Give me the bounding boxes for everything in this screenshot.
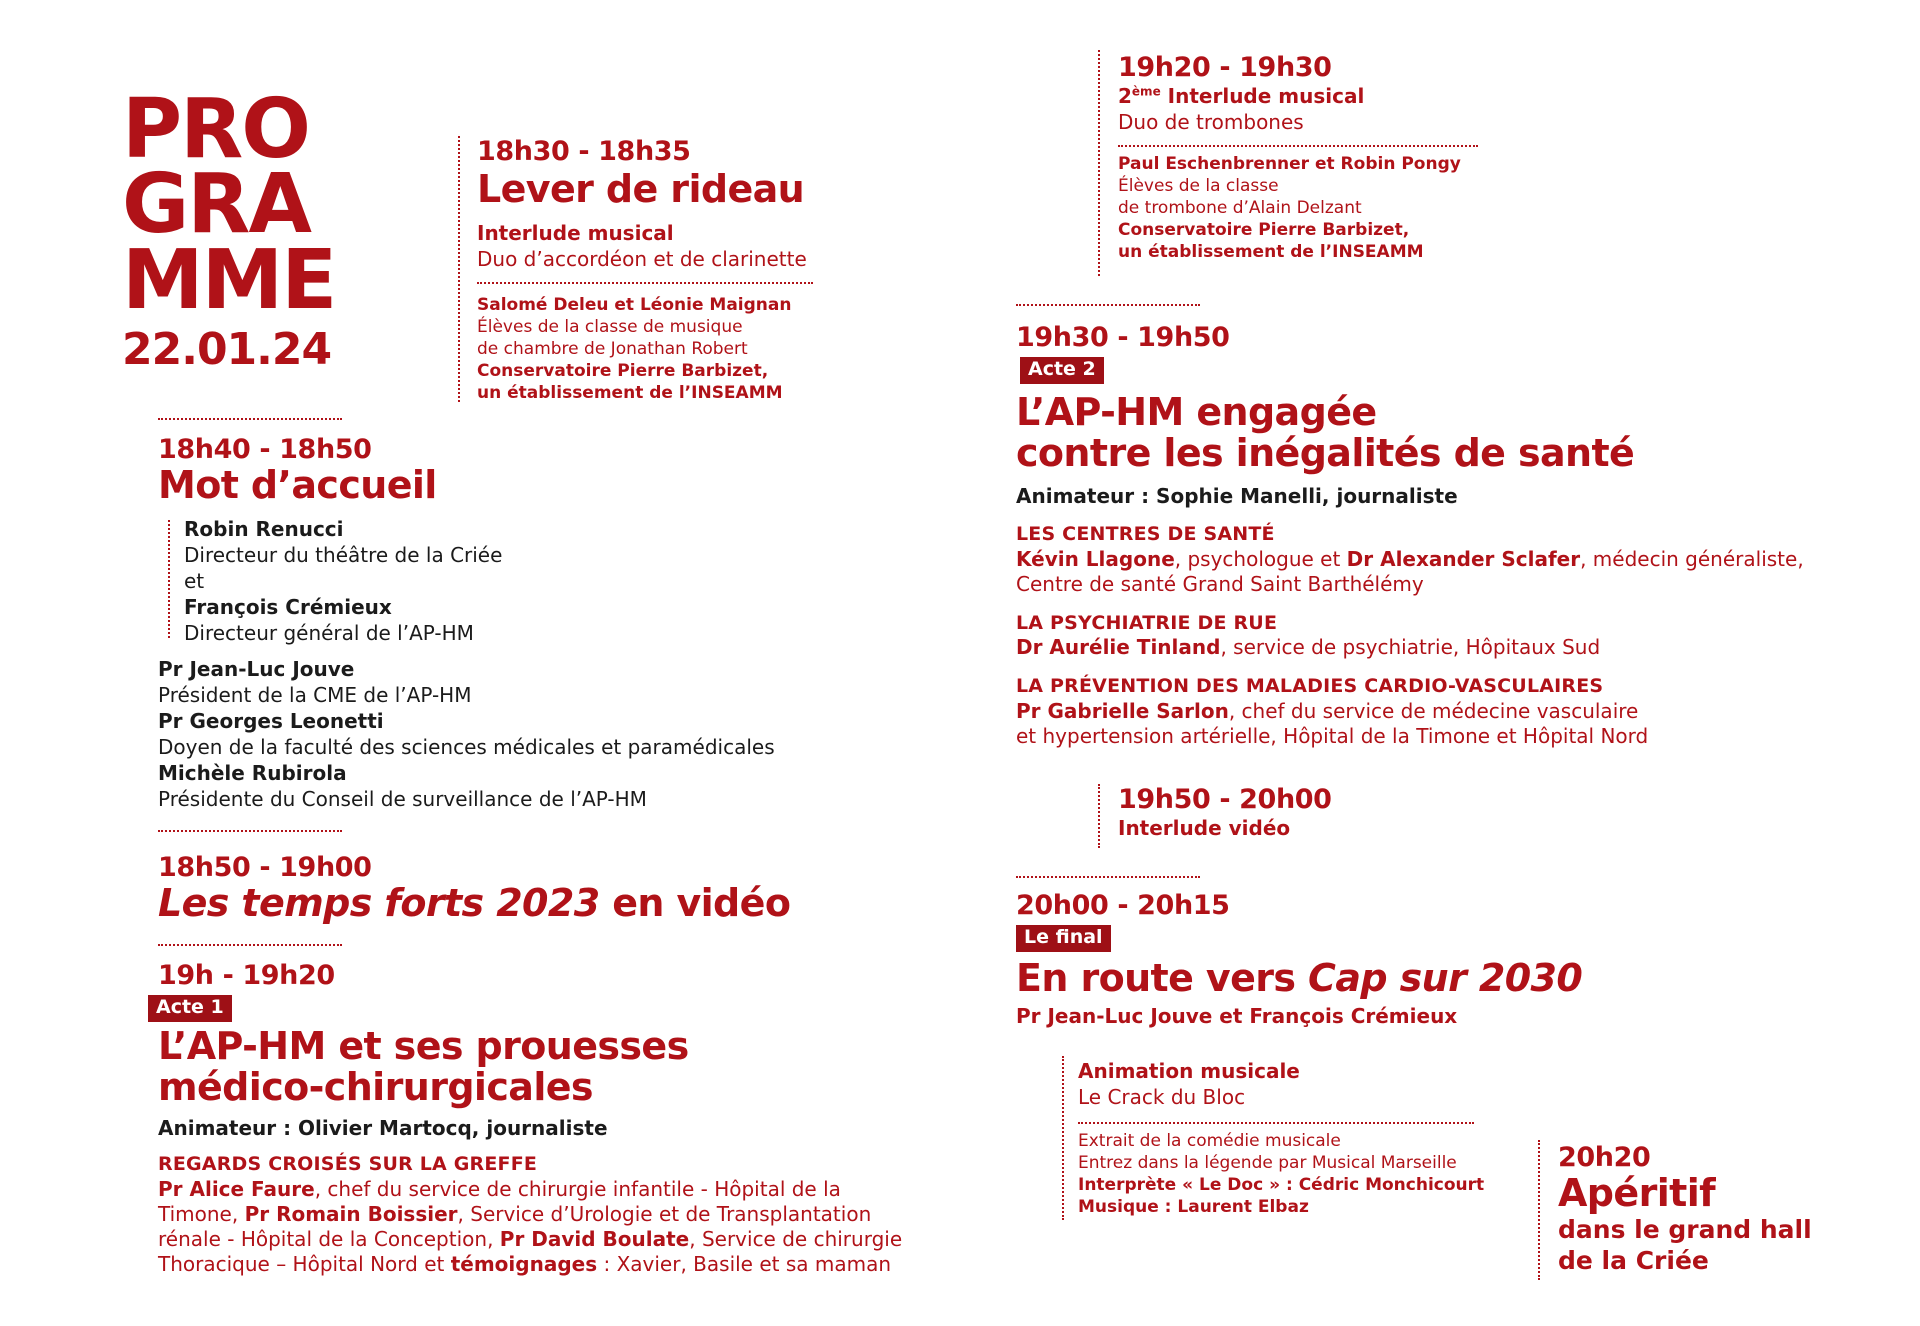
- final-musique: Musique : Laurent Elbaz: [1078, 1197, 1309, 1218]
- host-2-role: Directeur général de l’AP-HM: [184, 621, 474, 645]
- lever-heading: Lever de rideau: [477, 167, 805, 212]
- interlude-2-conservatoire: Conservatoire Pierre Barbizet,: [1118, 220, 1410, 241]
- divider-horizontal: [1118, 145, 1478, 147]
- participant-role: , psychologue et: [1174, 546, 1347, 571]
- temps-forts-heading-rest: en vidéo: [599, 881, 791, 926]
- lever-sub: Interlude musical: [477, 221, 674, 246]
- acte-1-line-3: [158, 1227, 928, 1252]
- divider-vertical: [168, 520, 170, 638]
- host-1-name: Robin Renucci: [184, 517, 344, 541]
- interlude-2-label: Interlude musical: [1160, 84, 1365, 109]
- divider-horizontal: [158, 944, 342, 946]
- acte-1-animateur: Animateur : Olivier Martocq, journaliste: [158, 1115, 608, 1140]
- lever-de-rideau-block: [477, 136, 807, 405]
- section-2-line-1: [1016, 635, 1804, 660]
- acte-2-section-2: LA PSYCHIATRIE DE RUE: [1016, 611, 1278, 634]
- interlude-2-performers: Paul Eschenbrenner et Robin Pongy: [1118, 154, 1461, 175]
- participant-role: , médecin généraliste,: [1580, 546, 1804, 571]
- temps-forts-time: 18h50 - 19h00: [158, 852, 372, 883]
- acte-2-tag: Acte 2: [1020, 357, 1104, 384]
- accueil-hosts: [184, 516, 502, 646]
- title-line-2: GRA: [122, 157, 310, 253]
- participant-name: Pr Romain Boissier: [244, 1201, 458, 1226]
- speaker-name: Pr Jean-Luc Jouve: [158, 657, 355, 681]
- acte-1-time: 19h - 19h20: [158, 960, 335, 991]
- divider-horizontal: [477, 282, 813, 284]
- participant-role: , chef du service de chirurgie infantile - Hôpital de la: [314, 1176, 841, 1201]
- acte-2-section-1-text: [1016, 547, 1804, 597]
- interlude-2-block: [1118, 52, 1461, 264]
- lever-time: 18h30 - 18h35: [477, 136, 691, 167]
- temps-forts-heading: [158, 883, 790, 924]
- acte-1-line-1: [158, 1177, 928, 1202]
- acte-1-tag: Acte 1: [148, 995, 232, 1022]
- lever-conservatoire: Conservatoire Pierre Barbizet,: [477, 361, 769, 382]
- participant-role: , Service de chirurgie: [689, 1226, 903, 1251]
- divider-vertical: [1062, 1056, 1064, 1220]
- final-heading-plain: En route vers: [1016, 955, 1309, 1000]
- acte-2-block: [1016, 322, 1804, 749]
- title-line-3: MME: [122, 232, 336, 328]
- mot-accueil-block: [158, 434, 437, 506]
- divider-vertical: [1098, 50, 1100, 276]
- divider-horizontal: [1016, 876, 1200, 878]
- acte-2-section-2-text: [1016, 635, 1804, 660]
- temps-forts-block: [158, 852, 790, 924]
- acte-2-time: 19h30 - 19h50: [1016, 322, 1230, 353]
- participant-name: Pr David Boulate: [499, 1226, 690, 1251]
- acte-1-section: REGARDS CROISÉS SUR LA GREFFE: [158, 1152, 538, 1175]
- accueil-time: 18h40 - 18h50: [158, 434, 372, 465]
- divider-horizontal: [1078, 1122, 1474, 1124]
- interlude-2-sup: ème: [1131, 84, 1161, 99]
- final-tag: Le final: [1016, 925, 1111, 952]
- acte-1-para: [158, 1177, 928, 1277]
- acte-1-tag-wrap: [148, 995, 928, 1022]
- acte-1-heading-1: L’AP-HM et ses prouesses: [158, 1023, 689, 1068]
- final-anim-title: Animation musicale: [1078, 1059, 1300, 1083]
- interlude-video-time: 19h50 - 20h00: [1118, 784, 1332, 815]
- participant-name: Pr Alice Faure: [158, 1176, 315, 1201]
- accueil-heading: Mot d’accueil: [158, 463, 437, 508]
- participant-role: Timone,: [158, 1201, 245, 1226]
- programme-title: [122, 82, 336, 376]
- divider-vertical: [1538, 1140, 1540, 1280]
- lever-class-2: de chambre de Jonathan Robert: [477, 339, 748, 360]
- interlude-2-time: 19h20 - 19h30: [1118, 52, 1332, 83]
- section-3-line-2: et hypertension artérielle, Hôpital de la Timone et Hôpital Nord: [1016, 723, 1649, 748]
- acte-2-heading-1: L’AP-HM engagée: [1016, 389, 1377, 434]
- acte-2-section-3: LA PRÉVENTION DES MALADIES CARDIO-VASCULAIRES: [1016, 675, 1604, 698]
- speaker-name: Pr Georges Leonetti: [158, 709, 384, 733]
- final-extrait-1: Extrait de la comédie musicale: [1078, 1131, 1341, 1151]
- final-block: [1016, 890, 1582, 1029]
- participant-name: Kévin Llagone: [1016, 546, 1175, 571]
- acte-1-heading-2: médico-chirurgicales: [158, 1064, 593, 1109]
- participant-role: Thoracique – Hôpital Nord et: [158, 1251, 451, 1276]
- programme-date: 22.01.24: [122, 324, 332, 376]
- aperitif-line-1: dans le grand hall: [1558, 1215, 1812, 1245]
- final-time: 20h00 - 20h15: [1016, 890, 1230, 921]
- interlude-video-block: [1118, 784, 1332, 841]
- participant-name: Dr Alexander Sclafer: [1346, 546, 1581, 571]
- aperitif-block: [1558, 1142, 1812, 1277]
- acte-2-tag-wrap: [1020, 357, 1804, 384]
- speaker-role: Présidente du Conseil de surveillance de l’AP-HM: [158, 787, 647, 811]
- participant-name: Dr Aurélie Tinland: [1016, 635, 1221, 660]
- host-2-name: François Crémieux: [184, 595, 392, 619]
- section-1-line-2: Centre de santé Grand Saint Barthélémy: [1016, 571, 1424, 596]
- participant-name: Pr Gabrielle Sarlon: [1016, 698, 1229, 723]
- acte-2-animateur: Animateur : Sophie Manelli, journaliste: [1016, 483, 1458, 508]
- lever-etablissement: un établissement de l’INSEAMM: [477, 383, 783, 404]
- acte-1-content: [148, 1023, 928, 1277]
- final-animation: [1078, 1058, 1484, 1218]
- divider-horizontal: [158, 418, 342, 420]
- speaker-role: Doyen de la faculté des sciences médicales et paramédicales: [158, 735, 775, 759]
- lever-performers: Salomé Deleu et Léonie Maignan: [477, 295, 792, 316]
- participant-name: témoignages: [450, 1251, 598, 1276]
- acte-2-section-3-text: [1016, 699, 1804, 749]
- title-line-1: PRO: [122, 82, 309, 177]
- divider-vertical: [1098, 784, 1100, 848]
- aperitif-line-2: de la Criée: [1558, 1246, 1709, 1276]
- speaker-role: Président de la CME de l’AP-HM: [158, 683, 472, 707]
- interlude-video-label: Interlude vidéo: [1118, 816, 1291, 841]
- accueil-speakers: [158, 656, 775, 812]
- section-3-line-1: [1016, 699, 1804, 724]
- final-heading: [1016, 955, 1583, 1000]
- participant-role: : Xavier, Basile et sa maman: [597, 1251, 892, 1276]
- aperitif-time: 20h20: [1558, 1142, 1651, 1173]
- acte-1-line-2: [158, 1202, 928, 1227]
- interlude-2-class-1: Élèves de la classe: [1118, 176, 1279, 197]
- aperitif-heading: Apéritif: [1558, 1171, 1716, 1216]
- lever-class-1: Élèves de la classe de musique: [477, 317, 743, 338]
- final-speakers: Pr Jean-Luc Jouve et François Crémieux: [1016, 1003, 1458, 1028]
- speaker-name: Michèle Rubirola: [158, 761, 347, 785]
- final-tag-wrap: [1016, 925, 1582, 952]
- interlude-2-num: 2: [1118, 84, 1132, 109]
- final-extrait-2: Entrez dans la légende par Musical Marseille: [1078, 1153, 1457, 1174]
- section-1-line-1: [1016, 547, 1804, 572]
- divider-vertical: [458, 136, 460, 402]
- interlude-2-desc: Duo de trombones: [1118, 110, 1304, 135]
- divider-horizontal: [1016, 304, 1200, 306]
- interlude-2-class-2: de trombone d’Alain Delzant: [1118, 198, 1362, 219]
- interlude-2-title: [1118, 83, 1461, 109]
- final-heading-italic: Cap sur 2030: [1308, 955, 1583, 1000]
- host-1-role: Directeur du théâtre de la Criée: [184, 543, 503, 567]
- final-interprete: Interprète « Le Doc » : Cédric Monchicourt: [1078, 1175, 1485, 1196]
- lever-desc: Duo d’accordéon et de clarinette: [477, 247, 807, 272]
- participant-role: , chef du service de médecine vasculaire: [1228, 698, 1639, 723]
- host-conjunction: et: [184, 569, 205, 593]
- acte-2-heading-2: contre les inégalités de santé: [1016, 430, 1635, 475]
- participant-role: , Service d’Urologie et de Transplantation: [457, 1201, 872, 1226]
- final-anim-name: Le Crack du Bloc: [1078, 1085, 1246, 1109]
- participant-role: , service de psychiatrie, Hôpitaux Sud: [1220, 635, 1601, 660]
- acte-1-line-4: [158, 1252, 928, 1277]
- participant-role: rénale - Hôpital de la Conception,: [158, 1226, 500, 1251]
- divider-horizontal: [158, 830, 342, 832]
- acte-2-section-1: LES CENTRES DE SANTÉ: [1016, 522, 1275, 545]
- interlude-2-etablissement: un établissement de l’INSEAMM: [1118, 242, 1424, 263]
- acte-1-block: [148, 960, 928, 1277]
- temps-forts-heading-italic: Les temps forts 2023: [158, 881, 600, 926]
